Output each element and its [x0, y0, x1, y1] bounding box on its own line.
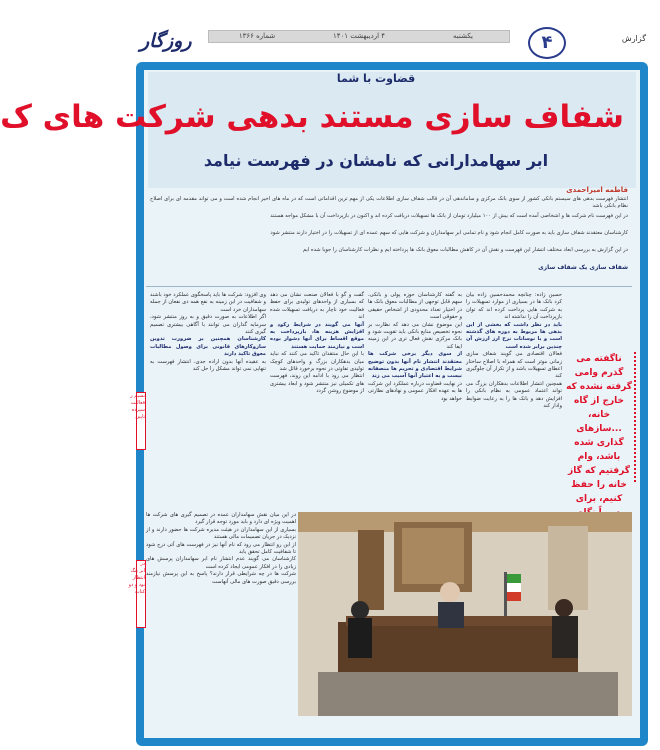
- column-paragraph: بسیاری از این سهامداران در هیئت مدیره شرکت ها حضور دارند و از نزدیک در جریان تصمیمات مالی هستند: [146, 526, 296, 541]
- issue-date: ۴ اردیبهشت ۱۴۰۱: [332, 32, 386, 40]
- page-number: ۴: [528, 27, 566, 59]
- interview-photo-illustration: [298, 512, 632, 716]
- column-paragraph: به عقیده آنها بدون اراده جدی، انتشار فهرست به تنهایی نمی تواند مشکل را حل کند: [150, 358, 266, 373]
- column-paragraph: از سوی دیگر برخی شرکت ها معتقدند انتشار نام آنها بدون توضیح شرایط اقتصادی و تحریم ها منصفانه نیست و به اعتبار آنها آسیب می زند: [368, 351, 462, 380]
- issue-day: یکشنبه: [452, 32, 474, 40]
- intro-paragraph: کارشناسان معتقدند شفاف سازی باید به صورت کامل انجام شود و نام تمامی ابر سهامداران و شرکت هایی که سهم عمده ای از تسهیلات را در اختیار دارند منتشر شود: [270, 230, 628, 236]
- section-label: گزارش: [621, 34, 646, 43]
- column-paragraph: باید در نظر داشت که بخشی از این بدهی ها مربوط به دوره های گذشته است و با نوسانات نرخ ارز ارزش آن چندین برابر شده است: [466, 321, 562, 350]
- newspaper-logo: روزگار: [140, 30, 192, 52]
- column-paragraph: انتظار می رود با ادامه این روند، فهرست های تکمیلی نیز منتشر شود و ابعاد بیشتری از موضوع روشن گردد: [270, 373, 364, 395]
- intro-paragraph: انتشار فهرست بدهی های سیستم بانکی کشور از سوی بانک مرکزی و ساماندهی آن در قالب شفاف سازی اطلاعات یکی از مهم ترین اقداماتی است که در ماه های اخیر انجام شده است و می تواند مقدمه ای برای اصلاح نظام بانکی باشد: [150, 196, 628, 209]
- pull-quote: ناگفته می گذرم وامی گرفته نشده که خارج از گاه خانه، ...سازهای گذاری شده باشد، وام گرفتیم که گاز خانه را حفظ کنیم، برای: [566, 352, 636, 482]
- column-paragraph: از این رو انتظار می رود که نام آنها نیز در فهرست های آتی درج شود تا شفافیت کامل تحقق یابد: [146, 541, 296, 556]
- interview-photo: [298, 512, 632, 716]
- side-teaser-text: سپرده: [131, 407, 145, 413]
- column-paragraph: همچنین انتشار اطلاعات بدهکاران بزرگ می تواند اعتماد عمومی به نظام بانکی را افزایش دهد و بانک ها را به رعایت ضوابط وادار کند: [466, 380, 562, 410]
- intro-paragraph: در این فهرست نام شرکت ها و اشخاصی آمده است که بیش از ۱۰۰ میلیارد تومان از بانک ها تسهیلات دریافت کرده اند و اکنون در بازپرداخت آن با مشکل مواجه هستند: [270, 213, 628, 219]
- byline: فاطمه امیراحمدی: [566, 186, 628, 194]
- column-paragraph: وی افزود: شرکت ها باید پاسخگوی عملکرد خود باشند و شفافیت در این زمینه به نفع همه ذی نفعان از جمله سهامداران خرد است: [150, 292, 266, 313]
- column-paragraph: کارشناسان می گویند عدم انتشار نام ابر سهامداران پرسش های زیادی را در افکار عمومی ایجاد کرده است: [146, 556, 296, 570]
- text-column-2: [368, 292, 462, 507]
- column-paragraph: در نهایت قضاوت درباره عملکرد این شرکت ها به عهده افکار عمومی و نهادهای نظارتی خواهد بود: [368, 380, 462, 402]
- column-paragraph: این موضوع نشان می دهد که نظارت بر نحوه تخصیص منابع بانکی باید تقویت شود و بانک مرکزی نقش فعال تری در این زمینه ایفا کند: [368, 321, 462, 350]
- headline: شفاف سازی مستند بدهی شرکت های ک: [0, 99, 624, 135]
- column-paragraph: حسین زاده: چنانچه محمدحسین زاده بیان کرد بانک ها در بسیاری از موارد تسهیلات را به شرکت هایی پرداخت کرده اند که توان بازپرداخت آن را نداشته اند: [466, 292, 562, 321]
- text-column-1: [466, 292, 562, 507]
- side-teaser-text: در: [140, 561, 145, 567]
- column-paragraph: با این حال منتقدان تاکید می کنند که نباید میان بدهکاران بزرگ و واحدهای کوچک تولیدی تفاوتی در نحوه برخورد قائل شد: [270, 351, 364, 373]
- column-paragraph: فعالان اقتصادی می گویند شفاف سازی زمانی موثر است که همراه با اصلاح ساختار اعطای تسهیلات باشد و از تکرار آن جلوگیری کند: [466, 351, 562, 380]
- text-column-4: [150, 292, 266, 507]
- side-teaser-text: نسیم ر: [130, 393, 145, 399]
- side-teaser-text: نود و دو: [128, 582, 145, 588]
- column-paragraph: اگر اطلاعات به صورت دقیق و به روز منتشر شود، سرمایه گذاران می توانند با آگاهی بیشتری تصمیم گیری کنند: [150, 314, 266, 336]
- side-teaser-box: [130, 392, 146, 450]
- column-paragraph: کارشناسان همچنین بر ضرورت تدوین سازوکارهای قانونی برای وصول مطالبات معوق تاکید دارند: [150, 336, 266, 358]
- side-teaser-text: تاپین: [135, 414, 145, 420]
- side-teaser-text: فعالیت: [130, 400, 145, 406]
- intro-lead-label: شفاف سازی یک شفاف سازی: [538, 264, 628, 271]
- kicker: قضاوت با شما: [336, 72, 416, 85]
- issue-info-bar: [208, 30, 510, 43]
- subheadline: ابر سهامدارانی که نامشان در فهرست نیامد: [203, 151, 549, 170]
- side-teaser-text: ابر بنگ: [130, 568, 145, 574]
- column-paragraph: شرکت ها در چه شرایطی قرار دارند؟ پاسخ به این پرسش نیازمند بررسی دقیق صورت های مالی آنهاست: [146, 571, 296, 585]
- column-paragraph: به گفته کارشناسان حوزه پولی و بانکی، سهم قابل توجهی از مطالبات معوق بانک ها در اختیار تعداد محدودی از اشخاص حقیقی و حقوقی است: [368, 292, 462, 321]
- side-teaser-text: انتظار: [132, 575, 145, 581]
- side-teaser-box: [128, 560, 146, 628]
- column-paragraph: گفت و گو با فعالان صنعت نشان می دهد که بسیاری از واحدهای تولیدی برای حفظ فعالیت خود ناچار به دریافت تسهیلات شده اند: [270, 292, 364, 321]
- intro-paragraph: در این گزارش به بررسی ابعاد مختلف انتشار این فهرست و نقش آن در کاهش مطالبات معوق بانک ها پرداخته ایم و نظرات کارشناسان را جویا شده ایم: [302, 247, 628, 253]
- column-paragraph: در این میان نقش سهامداران عمده در تصمیم گیری های شرکت ها اهمیت ویژه ای دارد و باید مورد توجه قرار گیرد: [146, 512, 296, 526]
- side-teaser-text: کنات: [134, 589, 145, 595]
- column-paragraph: آنها می گویند در شرایط رکود و افزایش هزینه ها، بازپرداخت به موقع اقساط برای آنها دشوار بوده است و نیازمند حمایت هستند: [270, 321, 364, 350]
- lower-text-column: [146, 512, 296, 728]
- text-column-3: [270, 292, 364, 507]
- intro-block: [146, 186, 632, 280]
- divider: [146, 286, 632, 287]
- issue-number: شماره ۱۳۶۶: [238, 32, 276, 40]
